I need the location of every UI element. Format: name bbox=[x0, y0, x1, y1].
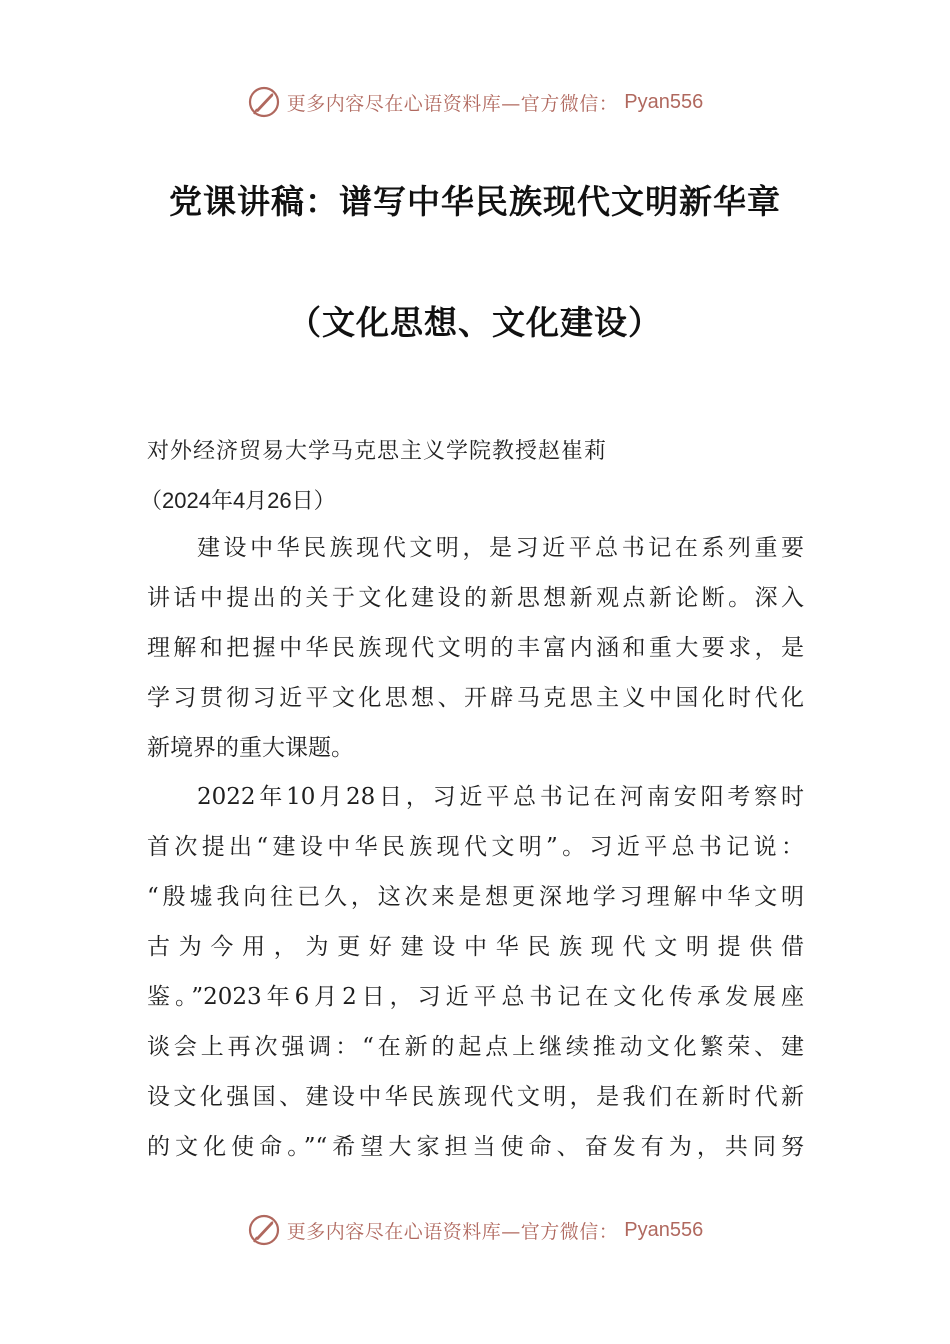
paragraph-line: 鉴。”2023年6月2日，习近平总书记在文化传承发展座 bbox=[147, 984, 804, 1010]
paragraph-line: 新境界的重大课题。 bbox=[147, 735, 354, 761]
paragraph-line: 2022年10月28日，习近平总书记在河南安阳考察时 bbox=[197, 784, 804, 810]
document-title: 党课讲稿：谱写中华民族现代文明新华章 bbox=[169, 182, 781, 221]
quill-pen-logo-icon bbox=[247, 1213, 281, 1247]
paragraph-line: 首次提出“建设中华民族现代文明”。习近平总书记说： bbox=[147, 834, 804, 860]
paragraph-line: 设文化强国、建设中华民族现代文明，是我们在新时代新 bbox=[147, 1084, 804, 1110]
header-banner bbox=[0, 82, 950, 122]
quill-pen-logo-icon bbox=[247, 85, 281, 119]
wechat-id: Pyan556 bbox=[624, 90, 704, 113]
paragraph-line: 谈会上再次强调：“在新的起点上继续推动文化繁荣、建 bbox=[147, 1034, 804, 1060]
document-subtitle: （文化思想、文化建设） bbox=[288, 303, 662, 342]
paragraph-line: 讲话中提出的关于文化建设的新思想新观点新论断。深入 bbox=[147, 585, 804, 611]
paragraph-line: 建设中华民族现代文明，是习近平总书记在系列重要 bbox=[197, 535, 804, 561]
paragraph-line: “殷墟我向往已久，这次来是想更深地学习理解中华文明 bbox=[147, 884, 804, 910]
paragraph-line: 古为今用，为更好建设中华民族现代文明提供借 bbox=[147, 934, 804, 960]
banner-text: 更多内容尽在心语资料库—官方微信： bbox=[286, 92, 619, 115]
author-line: 对外经济贸易大学马克思主义学院教授赵崔莉 bbox=[147, 439, 608, 464]
paragraph-line: 学习贯彻习近平文化思想、开辟马克思主义中国化时代化 bbox=[147, 685, 804, 711]
paragraph-line: 的文化使命。”“希望大家担当使命、奋发有为，共同努 bbox=[147, 1134, 804, 1160]
wechat-id: Pyan556 bbox=[624, 1218, 704, 1241]
footer-banner bbox=[0, 1210, 950, 1250]
paragraph-line: 理解和把握中华民族现代文明的丰富内涵和重大要求，是 bbox=[147, 635, 804, 661]
banner-text: 更多内容尽在心语资料库—官方微信： bbox=[286, 1220, 619, 1243]
date-line: （2024年4月26日） bbox=[140, 488, 336, 513]
